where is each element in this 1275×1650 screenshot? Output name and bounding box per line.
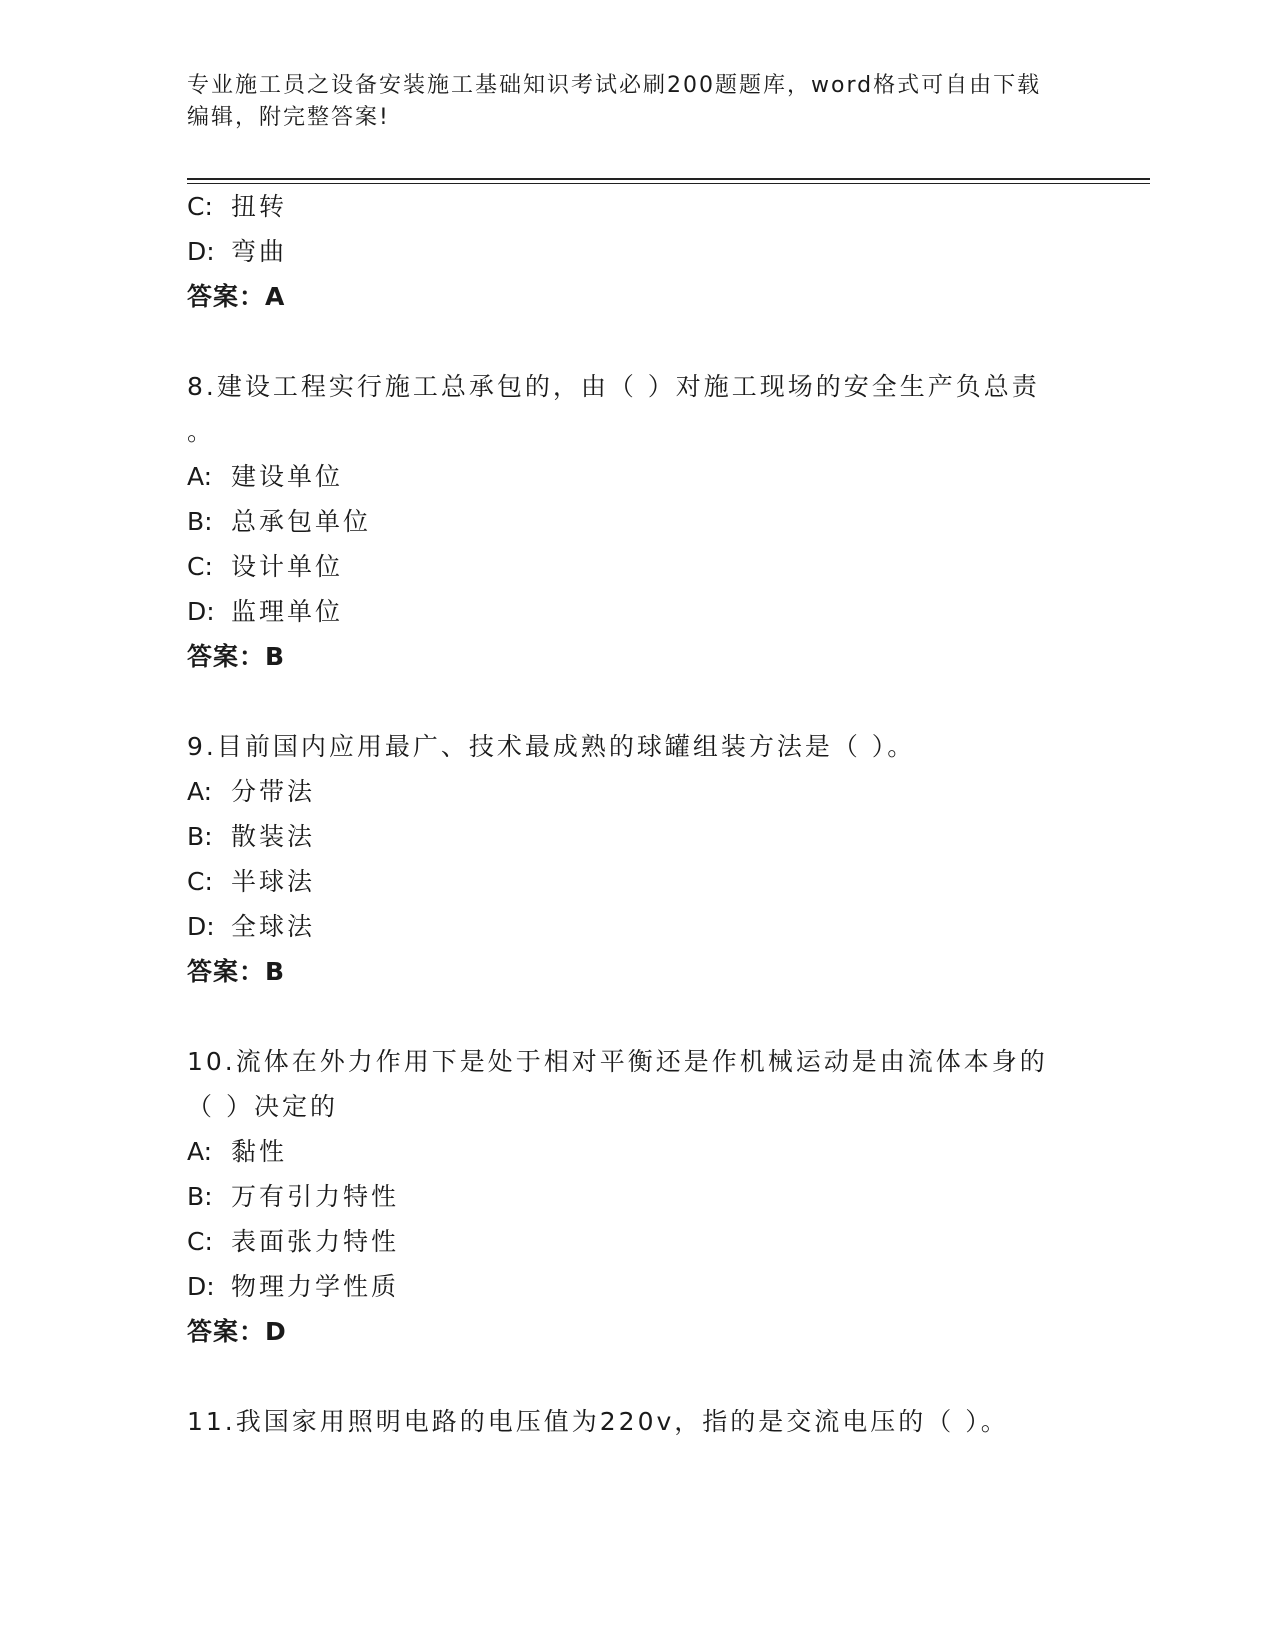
header-rule-thick [187,178,1150,180]
option-key: B: [187,822,213,851]
q10-stem-line-2: （ ）决定的 [187,1092,338,1121]
q8-option-a [187,460,343,494]
option-text: 表面张力特性 [231,1227,400,1256]
q10-answer: 答案：D [187,1317,287,1346]
q8-option-b [187,505,371,539]
q7-answer: 答案：A [187,282,286,311]
q10-stem-line-1: 10.流体在外力作用下是处于相对平衡还是作机械运动是由流体本身的 [187,1047,1048,1076]
option-key: C: [187,552,213,581]
option-key: B: [187,1182,213,1211]
q8-stem-line-2: 。 [187,417,216,446]
option-text: 散装法 [231,822,316,851]
option-key: A: [187,777,213,806]
option-key: A: [187,462,213,491]
option-text: 物理力学性质 [231,1272,400,1301]
option-key: B: [187,507,213,536]
option-text: 弯曲 [231,237,288,266]
option-text: 监理单位 [231,597,344,626]
q9-option-b [187,820,315,854]
q8-stem-line-1: 8.建设工程实行施工总承包的，由（ ）对施工现场的安全生产负总责 [187,372,1040,401]
header-line-2: 编辑，附完整答案! [187,105,390,130]
q8-answer: 答案：B [187,642,286,671]
q9-stem-line-1: 9.目前国内应用最广、技术最成熟的球罐组装方法是（ ）。 [187,732,916,761]
option-text: 扭转 [231,192,288,221]
option-text: 半球法 [231,867,316,896]
q7-option-c [187,190,287,224]
option-text: 万有引力特性 [231,1182,400,1211]
q8-option-d [187,595,343,629]
q10-option-a [187,1135,287,1169]
q8-option-c [187,550,343,584]
option-text: 建设单位 [231,462,344,491]
option-text: 全球法 [231,912,316,941]
header-rule-thin [187,183,1150,184]
option-key: C: [187,867,213,896]
option-text: 总承包单位 [231,507,372,536]
q9-option-d [187,910,315,944]
option-text: 黏性 [231,1137,288,1166]
option-key: C: [187,1227,213,1256]
q9-answer: 答案：B [187,957,286,986]
option-key: D: [187,237,215,266]
document-header [187,70,1067,134]
q10-option-b [187,1180,399,1214]
q9-option-c [187,865,315,899]
option-key: D: [187,912,215,941]
option-key: D: [187,1272,215,1301]
option-text: 分带法 [231,777,316,806]
q10-option-d [187,1270,399,1304]
option-text: 设计单位 [231,552,344,581]
option-key: D: [187,597,215,626]
q10-option-c [187,1225,399,1259]
q9-option-a [187,775,315,809]
option-key: A: [187,1137,213,1166]
q7-option-d [187,235,287,269]
option-key: C: [187,192,213,221]
q11-stem-line-1: 11.我国家用照明电路的电压值为220v，指的是交流电压的（ ）。 [187,1407,1009,1436]
header-line-1: 专业施工员之设备安装施工基础知识考试必刷200题题库，word格式可自由下载 [187,73,1042,98]
